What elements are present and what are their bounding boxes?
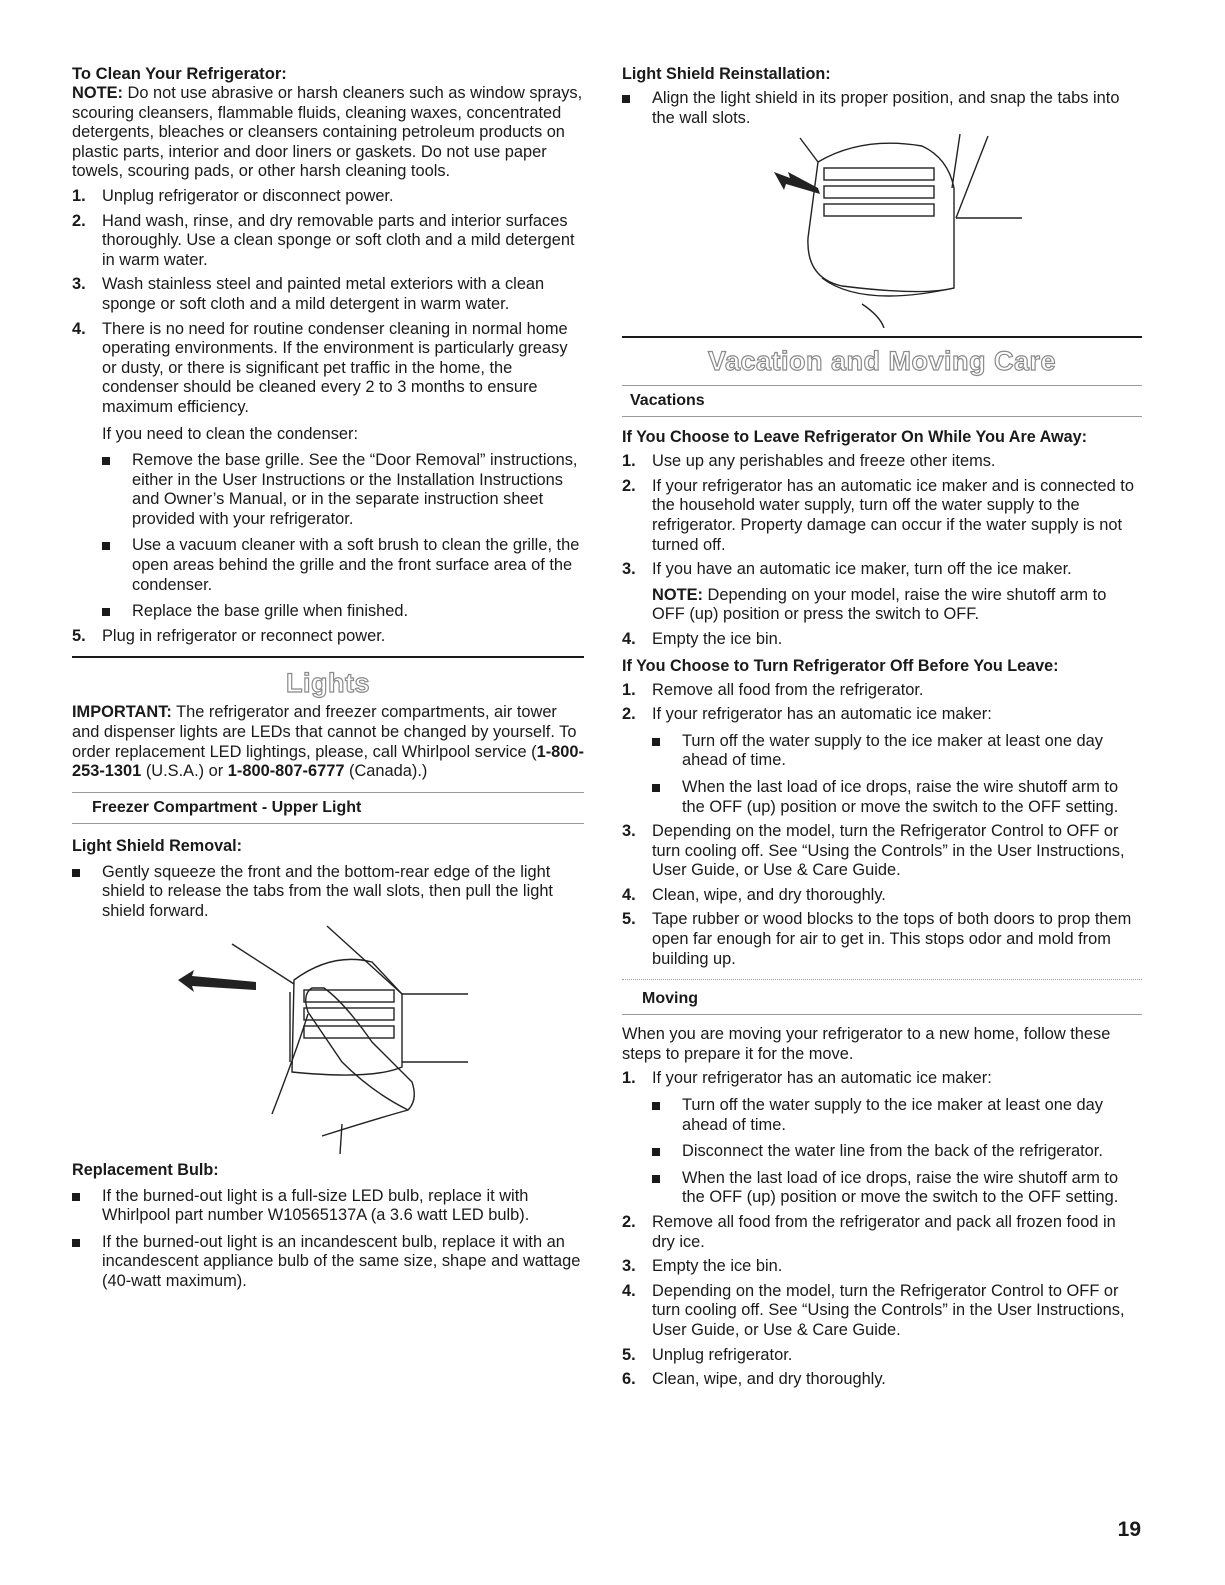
step-number: 3. <box>622 822 636 841</box>
phone-canada: 1-800-807-6777 <box>227 762 345 781</box>
list-item <box>622 910 1142 969</box>
important-text: (Canada).) <box>344 762 428 781</box>
step-text: Remove all food from the refrigerator and pack all frozen food in dry ice. <box>652 1213 1116 1251</box>
bullet-text: Use a vacuum cleaner with a soft brush to clean the grille, the open areas behind the grille and the front surface area of the condenser. <box>132 536 580 594</box>
list-item <box>622 1257 1142 1277</box>
bullet-icon <box>102 457 110 465</box>
left-column <box>72 64 584 1292</box>
removal-bullets <box>72 863 584 922</box>
reinstall-bullets <box>622 89 1142 128</box>
bullet-icon <box>72 1193 80 1201</box>
step-text: Wash stainless steel and painted metal exteriors with a clean sponge or soft cloth and a mild detergent in warm water. <box>102 275 545 313</box>
list-item <box>72 1233 584 1292</box>
list-item <box>72 187 584 207</box>
list-item <box>622 1213 1142 1252</box>
turn-off-title: If You Choose to Turn Refrigerator Off Before You Leave: <box>622 656 1059 675</box>
step-number: 4. <box>622 629 636 648</box>
step-number: 3. <box>622 1257 636 1276</box>
step-number: 1. <box>622 680 636 699</box>
step-text: If you have an automatic ice maker, turn off the ice maker. <box>652 560 1072 579</box>
bullet-text: When the last load of ice drops, raise the wire shutoff arm to the OFF (up) position or move the switch to the OFF setting. <box>682 777 1119 816</box>
step-number: 4. <box>622 885 636 904</box>
note-label: NOTE: <box>72 84 123 102</box>
leave-on-title: If You Choose to Leave Refrigerator On While You Are Away: <box>622 428 1088 447</box>
freezer-subheading: Freezer Compartment - Upper Light <box>72 792 584 824</box>
step-text: Depending on the model, turn the Refrigerator Control to OFF or turn cooling off. See “Using the Controls” in the User Instructions, User Guide, or Use & Care Guide. <box>652 1281 1125 1339</box>
bullet-text: Gently squeeze the front and the bottom-rear edge of the light shield to release the tabs from the wall slots, then pull the light shield forward. <box>102 862 553 920</box>
list-item <box>622 886 1142 906</box>
step-text: Empty the ice bin. <box>652 629 783 648</box>
condenser-intro: If you need to clean the condenser: <box>102 424 359 443</box>
step-number: 3. <box>72 275 86 294</box>
list-item <box>622 822 1142 881</box>
bullet-text: Turn off the water supply to the ice maker at least one day ahead of time. <box>682 1096 1103 1134</box>
bullet-text: Turn off the water supply to the ice maker at least one day ahead of time. <box>682 731 1103 770</box>
step-text: Clean, wipe, and dry thoroughly. <box>652 1370 886 1389</box>
bullet-text: Disconnect the water line from the back of the refrigerator. <box>682 1142 1103 1161</box>
important-text: The refrigerator and freezer compartments, air tower and dispenser lights are LEDs that cannot be changed by yourself. To order replacement LED lightings, please, call Whirlpool service ( <box>72 703 577 761</box>
bullet-text: Remove the base grille. See the “Door Removal” instructions, either in the User Instructions or the Installation Instructions and Owner’s Manual, or in the separate instruction sheet provided with your refrigerator. <box>132 451 578 528</box>
condenser-bullets <box>102 451 584 622</box>
step-number: 4. <box>72 319 86 338</box>
step-number: 2. <box>622 1213 636 1231</box>
list-item <box>72 320 584 622</box>
removal-title: Light Shield Removal: <box>72 836 242 855</box>
vacation-title: Vacation and Moving Care <box>707 346 1057 377</box>
note-text: Do not use abrasive or harsh cleaners such as window sprays, scouring cleansers, flammable fluids, cleaning waxes, concentrated detergents, bleaches or cleansers containing petroleum products on plastic parts, interior and door liners or gaskets. Do not use paper towels, scouring pads, or other harsh cleaning tools. <box>72 84 583 181</box>
list-item <box>622 89 1142 128</box>
list-item <box>72 863 584 922</box>
moving-intro: When you are moving your refrigerator to a new home, follow these steps to prepare it for the move. <box>622 1025 1111 1063</box>
step-number: 2. <box>622 705 636 724</box>
list-item <box>622 452 1142 472</box>
step-text: Tape rubber or wood blocks to the tops of both doors to prop them open far enough for air to get in. This stops odor and mold from building up. <box>652 910 1132 968</box>
list-item <box>622 705 1142 817</box>
step-number: 1. <box>622 1069 636 1088</box>
step-text: Hand wash, rinse, and dry removable parts and interior surfaces thoroughly. Use a clean sponge or soft cloth and a mild detergent in warm water. <box>102 211 575 269</box>
bullet-icon <box>72 1239 80 1247</box>
list-item <box>622 681 1142 701</box>
bullet-icon <box>652 1102 660 1110</box>
bullet-icon <box>72 869 80 877</box>
bullet-icon <box>102 542 110 550</box>
step-number: 6. <box>622 1370 636 1389</box>
clean-steps <box>72 187 584 646</box>
step-number: 2. <box>622 476 636 495</box>
list-item <box>622 560 1142 625</box>
important-label: IMPORTANT: <box>72 703 172 722</box>
bulb-title: Replacement Bulb: <box>72 1160 219 1179</box>
bulb-bullets <box>72 1187 584 1292</box>
step-number: 5. <box>622 910 636 929</box>
list-item <box>622 630 1142 650</box>
bullet-text: If the burned-out light is an incandescent bulb, replace it with an incandescent appliance bulb of the same size, shape and wattage (40-watt maximum). <box>102 1232 581 1290</box>
list-item <box>72 1187 584 1226</box>
step-text: Clean, wipe, and dry thoroughly. <box>652 885 886 904</box>
step-number: 2. <box>72 211 86 230</box>
dotted-divider <box>622 979 1142 980</box>
step-text: If your refrigerator has an automatic ice maker and is connected to the household water supply, turn off the water supply to the refrigerator. Property damage can occur if the water supply is not turned off. <box>652 476 1134 554</box>
step-number: 3. <box>622 560 636 579</box>
bullet-text: Align the light shield in its proper position, and snap the tabs into the wall slots. <box>652 89 1120 127</box>
bullet-icon <box>652 1148 660 1156</box>
bullet-icon <box>652 738 660 746</box>
list-item <box>72 275 584 314</box>
lights-important <box>72 703 584 781</box>
page-number: 19 <box>1117 1518 1141 1541</box>
step-number: 1. <box>622 452 636 471</box>
step-text: There is no need for routine condenser cleaning in normal home operating environments. If the environment is particularly greasy or dusty, or there is significant pet traffic in the home, the condenser should be cleaned every 2 to 3 months to ensure maximum efficiency. <box>102 319 568 416</box>
step-text: Unplug refrigerator or disconnect power. <box>102 186 394 205</box>
clean-note <box>72 84 584 182</box>
bullet-text: When the last load of ice drops, raise the wire shutoff arm to the OFF (up) position or move the switch to the OFF setting. <box>682 1168 1119 1207</box>
step-text: If your refrigerator has an automatic ice maker: <box>652 1069 992 1088</box>
list-item <box>622 1069 1142 1208</box>
light-shield-removal-illustration <box>72 922 584 1154</box>
vacations-subheading: Vacations <box>622 385 1142 417</box>
turn-off-bullets <box>652 732 1142 817</box>
section-divider <box>72 656 584 658</box>
list-item <box>102 536 584 595</box>
list-item <box>622 477 1142 555</box>
bullet-icon <box>102 608 110 616</box>
leave-on-steps <box>622 452 1142 649</box>
step-text: Plug in refrigerator or reconnect power. <box>102 626 386 645</box>
important-text: (U.S.A.) or <box>141 762 228 781</box>
step-text: Use up any perishables and freeze other items. <box>652 452 996 471</box>
note-text: Depending on your model, raise the wire shutoff arm to OFF (up) position or press the switch to OFF. <box>652 585 1107 624</box>
turn-off-steps <box>622 681 1142 970</box>
bullet-icon <box>652 1175 660 1183</box>
moving-steps <box>622 1069 1142 1389</box>
step-text: If your refrigerator has an automatic ice maker: <box>652 705 992 724</box>
step-text: Empty the ice bin. <box>652 1257 783 1276</box>
list-item <box>652 732 1142 771</box>
list-item <box>622 1346 1142 1366</box>
note-label: NOTE: <box>652 585 703 604</box>
list-item <box>652 1169 1142 1208</box>
list-item <box>102 451 584 529</box>
step-number: 5. <box>72 626 86 645</box>
section-divider <box>622 336 1142 338</box>
step-number: 5. <box>622 1345 636 1364</box>
step-number: 1. <box>72 186 86 205</box>
lights-title: Lights <box>286 668 370 699</box>
light-shield-reinstall-illustration <box>622 128 1142 328</box>
step-number: 4. <box>622 1281 636 1300</box>
phone-us: 1-800-253-1301 <box>72 742 584 781</box>
step-text: Depending on the model, turn the Refrigerator Control to OFF or turn cooling off. See “Using the Controls” in the User Instructions, User Guide, or Use & Care Guide. <box>652 822 1125 880</box>
step-text: Unplug refrigerator. <box>652 1345 793 1364</box>
list-item <box>652 1142 1142 1162</box>
clean-title: To Clean Your Refrigerator: <box>72 64 287 83</box>
list-item <box>622 1282 1142 1341</box>
right-column <box>622 64 1142 1390</box>
bullet-text: If the burned-out light is a full-size LED bulb, replace it with Whirlpool part number W10565137A (a 3.6 watt LED bulb). <box>102 1186 530 1225</box>
moving-subheading: Moving <box>622 984 1142 1015</box>
list-item <box>72 212 584 271</box>
moving-bullets <box>652 1096 1142 1208</box>
list-item <box>652 1096 1142 1135</box>
reinstall-title: Light Shield Reinstallation: <box>622 65 831 83</box>
bullet-text: Replace the base grille when finished. <box>132 602 409 621</box>
bullet-icon <box>622 95 630 103</box>
list-item <box>102 602 584 622</box>
list-item <box>622 1370 1142 1390</box>
vacation-note <box>652 586 1142 625</box>
list-item <box>652 778 1142 817</box>
bullet-icon <box>652 784 660 792</box>
step-text: Remove all food from the refrigerator. <box>652 680 924 699</box>
list-item <box>72 627 584 647</box>
